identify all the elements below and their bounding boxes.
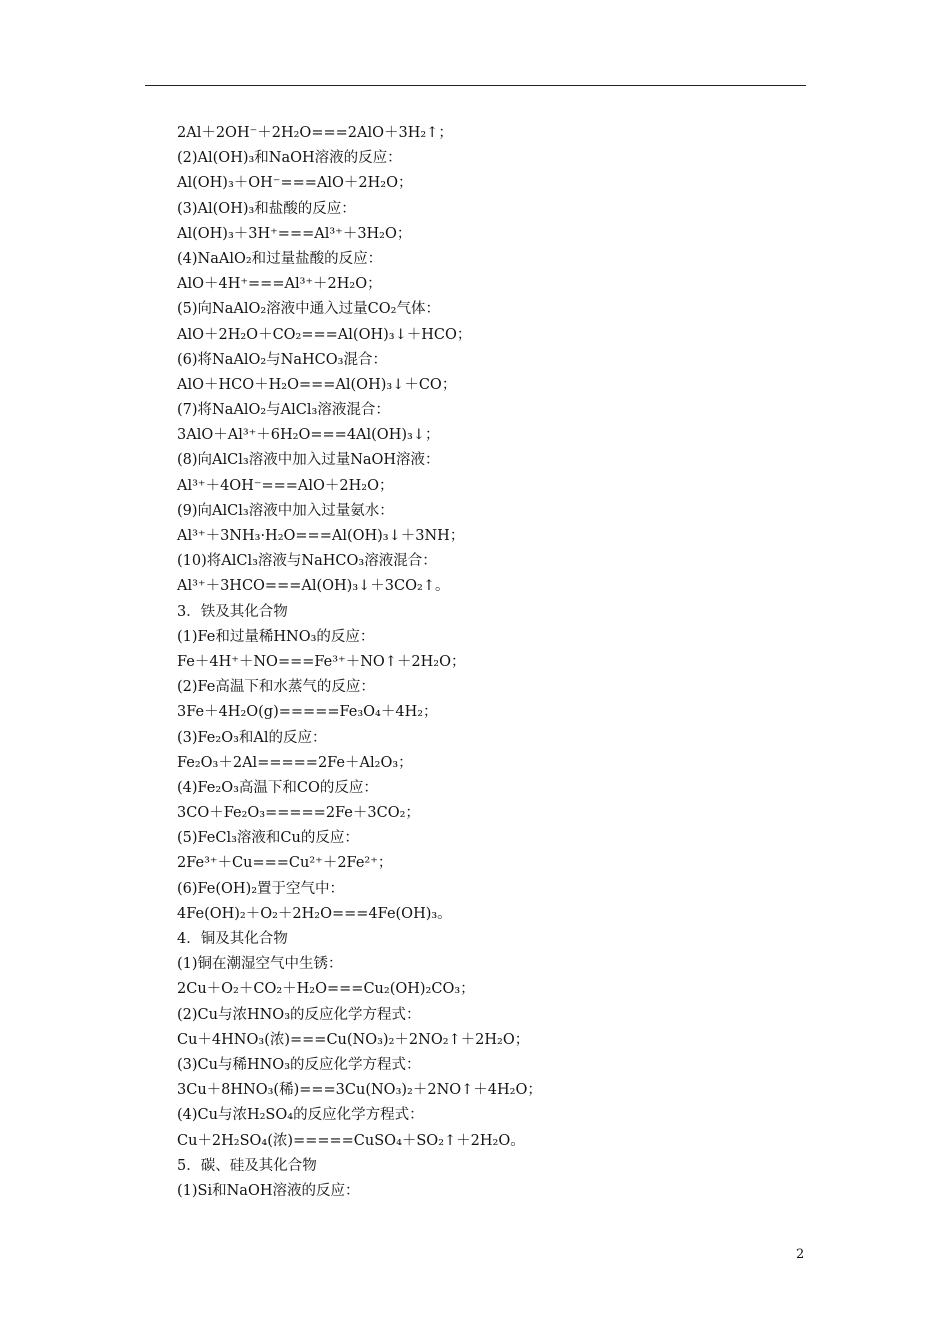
text-line: 4．铜及其化合物 [177, 931, 288, 947]
text-line: (1)Si和NaOH溶液的反应： [177, 1182, 360, 1199]
text-line: 2Al＋2OH⁻＋2H₂O===2AlO＋3H₂↑； [177, 125, 453, 141]
text-line: 2Cu＋O₂＋CO₂＋H₂O===Cu₂(OH)₂CO₃； [177, 981, 475, 998]
text-line: (6)将NaAlO₂与NaHCO₃混合： [177, 351, 387, 368]
text-line: (4)Fe₂O₃高温下和CO的反应： [177, 779, 378, 796]
text-line: Fe＋4H⁺＋NO===Fe³⁺＋NO↑＋2H₂O； [177, 653, 466, 670]
text-line: Al(OH)₃＋OH⁻===AlO＋2H₂O； [177, 175, 413, 192]
text-line: AlO＋4H⁺===Al³⁺＋2H₂O； [177, 276, 382, 293]
text-line: (5)向NaAlO₂溶液中通入过量CO₂气体： [177, 301, 440, 318]
text-line: (4)Cu与浓H₂SO₄的反应化学方程式： [177, 1107, 424, 1124]
text-line: 3CO＋Fe₂O₃=====2Fe＋3CO₂； [177, 805, 420, 822]
text-line: 4Fe(OH)₂＋O₂＋2H₂O===4Fe(OH)₃。 [177, 905, 452, 922]
text-line: (3)Fe₂O₃和Al的反应： [177, 729, 327, 746]
text-line: Fe₂O₃＋2Al=====2Fe＋Al₂O₃； [177, 754, 413, 771]
text-line: 3AlO＋Al³⁺＋6H₂O===4Al(OH)₃↓； [177, 427, 440, 444]
text-line: (7)将NaAlO₂与AlCl₃溶液混合： [177, 402, 390, 419]
text-line: 2Fe³⁺＋Cu===Cu²⁺＋2Fe²⁺； [177, 855, 393, 872]
text-line: (2)Cu与浓HNO₃的反应化学方程式： [177, 1006, 421, 1023]
text-line: Al(OH)₃＋3H⁺===Al³⁺＋3H₂O； [177, 225, 412, 242]
text-line: AlO＋2H₂O＋CO₂===Al(OH)₃↓＋HCO； [177, 326, 472, 343]
text-line: (2)Al(OH)₃和NaOH溶液的反应： [177, 150, 402, 167]
document-body [177, 121, 797, 1204]
text-line: Al³⁺＋3HCO===Al(OH)₃↓＋3CO₂↑。 [177, 578, 450, 595]
text-line: Cu＋4HNO₃(浓)===Cu(NO₃)₂＋2NO₂↑＋2H₂O； [177, 1031, 530, 1048]
text-line: (3)Cu与稀HNO₃的反应化学方程式： [177, 1056, 421, 1073]
text-line: (10)将AlCl₃溶液与NaHCO₃溶液混合： [177, 553, 437, 570]
text-line: 3．铁及其化合物 [177, 603, 288, 620]
text-line: Al³⁺＋3NH₃·H₂O===Al(OH)₃↓＋3NH； [177, 528, 465, 544]
text-line: (4)NaAlO₂和过量盐酸的反应： [177, 250, 383, 267]
text-line: 3Fe＋4H₂O(g)=====Fe₃O₄＋4H₂； [177, 704, 438, 721]
text-line: (1)铜在潮湿空气中生锈： [177, 956, 343, 973]
text-line: 3Cu＋8HNO₃(稀)===3Cu(NO₃)₂＋2NO↑＋4H₂O； [177, 1082, 542, 1099]
text-line: 5．碳、硅及其化合物 [177, 1157, 317, 1174]
text-line: (8)向AlCl₃溶液中加入过量NaOH溶液： [177, 452, 440, 469]
text-line: (3)Al(OH)₃和盐酸的反应： [177, 200, 356, 217]
text-line: (5)FeCl₃溶液和Cu的反应： [177, 830, 359, 847]
header-rule [145, 85, 806, 86]
text-line: (1)Fe和过量稀HNO₃的反应： [177, 628, 375, 645]
text-line: (6)Fe(OH)₂置于空气中： [177, 880, 345, 897]
text-line: (9)向AlCl₃溶液中加入过量氨水： [177, 502, 394, 519]
text-line: Al³⁺＋4OH⁻===AlO＋2H₂O； [177, 477, 394, 494]
text-line: AlO＋HCO＋H₂O===Al(OH)₃↓＋CO； [177, 376, 457, 393]
page-number: 2 [796, 1247, 805, 1262]
text-line: Cu＋2H₂SO₄(浓)=====CuSO₄＋SO₂↑＋2H₂O。 [177, 1132, 525, 1149]
text-line: (2)Fe高温下和水蒸气的反应： [177, 679, 375, 696]
